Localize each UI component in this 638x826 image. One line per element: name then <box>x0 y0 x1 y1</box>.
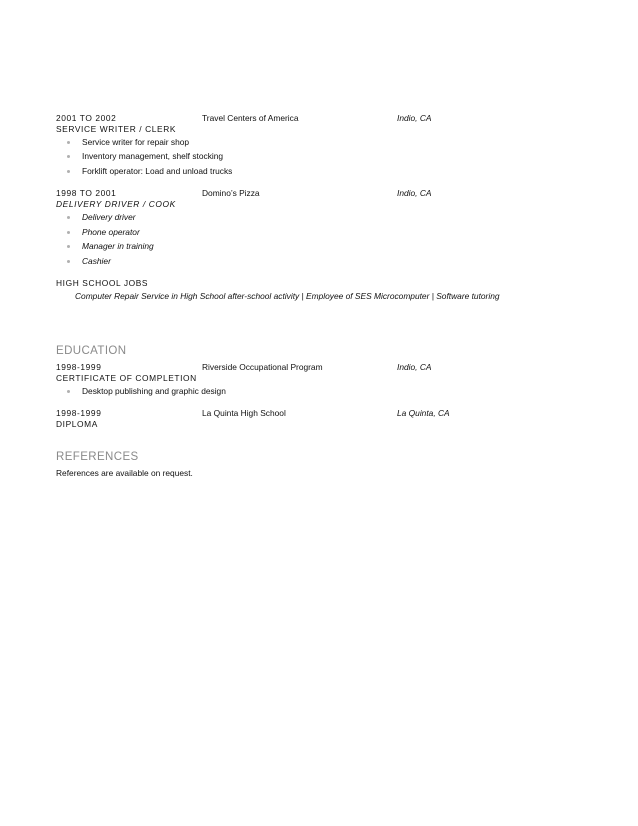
references-heading: REFERENCES <box>56 451 139 463</box>
job-title: SERVICE WRITER / CLERK <box>56 124 177 134</box>
high-school-jobs-heading: HIGH SCHOOL JOBS <box>56 278 149 288</box>
job-duty: Inventory management, shelf stocking <box>82 151 224 161</box>
education-detail: Desktop publishing and graphic design <box>82 386 226 396</box>
job-employer: Domino’s Pizza <box>202 188 260 198</box>
education-credential: CERTIFICATE OF COMPLETION <box>56 373 197 383</box>
education-school: La Quinta High School <box>202 408 286 418</box>
bullet-icon <box>67 216 70 219</box>
education-heading: EDUCATION <box>56 345 127 357</box>
job-duty: Delivery driver <box>82 212 136 222</box>
education-location: Indio, CA <box>397 362 432 372</box>
job-duty: Manager in training <box>82 241 154 251</box>
bullet-icon <box>67 231 70 234</box>
bullet-icon <box>67 170 70 173</box>
high-school-jobs-detail: Computer Repair Service in High School after-school activity | Employee of SES Microcomputer | Software tutoring <box>75 291 500 301</box>
job-duty: Cashier <box>82 256 111 266</box>
job-dates: 1998 TO 2001 <box>56 188 117 198</box>
bullet-icon <box>67 155 70 158</box>
bullet-icon <box>67 390 70 393</box>
job-duty: Phone operator <box>82 227 140 237</box>
education-dates: 1998-1999 <box>56 362 102 372</box>
references-text: References are available on request. <box>56 468 193 478</box>
education-credential: DIPLOMA <box>56 419 98 429</box>
bullet-icon <box>67 260 70 263</box>
job-title: DELIVERY DRIVER / COOK <box>56 199 176 209</box>
bullet-icon <box>67 141 70 144</box>
job-location: Indio, CA <box>397 113 432 123</box>
job-employer: Travel Centers of America <box>202 113 299 123</box>
job-dates: 2001 TO 2002 <box>56 113 117 123</box>
bullet-icon <box>67 245 70 248</box>
job-location: Indio, CA <box>397 188 432 198</box>
education-school: Riverside Occupational Program <box>202 362 323 372</box>
job-duty: Forklift operator: Load and unload trucks <box>82 166 233 176</box>
education-location: La Quinta, CA <box>397 408 450 418</box>
education-dates: 1998-1999 <box>56 408 102 418</box>
job-duty: Service writer for repair shop <box>82 137 190 147</box>
